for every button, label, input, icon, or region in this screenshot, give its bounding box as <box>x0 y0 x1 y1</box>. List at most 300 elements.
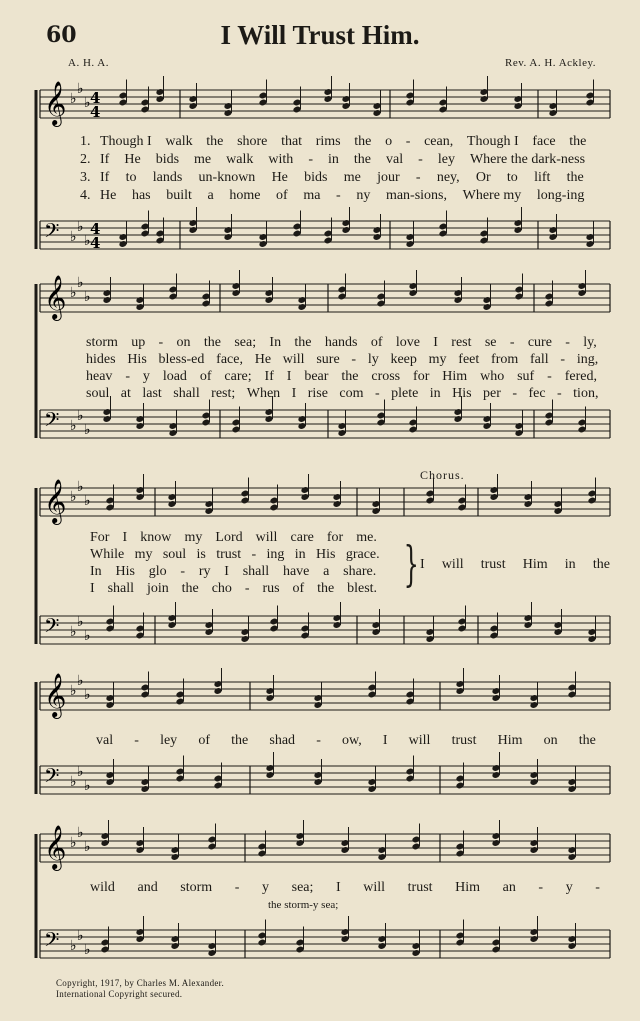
note <box>405 80 414 107</box>
lyric-syllable: cure <box>527 335 552 350</box>
lyric-syllable: rise <box>307 386 328 401</box>
lyric-syllable: face, <box>216 352 243 367</box>
treble-clef-icon: 𝄞 <box>44 479 67 523</box>
flat-icon: ♭ <box>77 479 84 495</box>
lyric-syllable: He <box>254 352 272 367</box>
note <box>102 277 111 304</box>
note <box>513 207 522 234</box>
note <box>438 211 447 238</box>
note <box>340 827 349 854</box>
lyric-line <box>90 547 390 563</box>
lyric-syllable: blest. <box>347 581 378 596</box>
lyric-syllable: suf <box>517 369 535 384</box>
lyric-syllable: His <box>127 352 147 367</box>
lyric-syllable: se <box>484 335 497 350</box>
lyric-syllable: - <box>547 369 552 384</box>
flat-icon: ♭ <box>70 229 77 245</box>
lyric-syllable: - <box>560 352 566 367</box>
lyric-syllable: ney, <box>436 170 460 185</box>
note <box>297 284 306 311</box>
note <box>514 274 523 301</box>
lyric-syllable: rus <box>262 581 280 596</box>
lyric-syllable: share. <box>343 564 377 579</box>
note <box>204 488 213 515</box>
note <box>323 218 332 245</box>
lyric-syllable: to <box>506 170 518 185</box>
lyric-syllable: in <box>564 557 576 572</box>
flat-icon: ♭ <box>70 489 77 505</box>
lyric-syllable: the <box>231 733 249 748</box>
lyric-syllable: His <box>115 564 135 579</box>
lyric-syllable: trust <box>480 557 506 572</box>
time-signature-top: 4 <box>90 220 101 238</box>
note <box>105 606 114 633</box>
note <box>223 214 232 241</box>
lyric-syllable: trust <box>407 880 433 895</box>
lyric-syllable: a <box>207 188 214 203</box>
note <box>548 214 557 241</box>
lyric-syllable: ry <box>198 564 211 579</box>
note <box>372 214 381 241</box>
note <box>371 488 380 515</box>
flat-icon: ♭ <box>77 928 84 944</box>
lyric-syllable: my <box>428 352 447 367</box>
lyric-line <box>86 335 610 351</box>
lyric-syllable: will <box>441 557 464 572</box>
flat-icon: ♭ <box>77 408 84 424</box>
hymn-number: 60 <box>46 22 77 48</box>
note <box>188 207 197 234</box>
lyric-syllable: keep <box>390 352 417 367</box>
note <box>587 478 596 505</box>
lyric-syllable: up <box>131 335 146 350</box>
chorus-line-3 <box>90 880 600 896</box>
lyric-syllable: - <box>557 386 562 401</box>
note <box>457 606 466 633</box>
note <box>529 682 538 709</box>
lyric-syllable: - <box>418 152 423 167</box>
lyric-syllable: care <box>290 530 314 545</box>
note <box>118 221 127 248</box>
note <box>337 410 346 437</box>
note <box>168 410 177 437</box>
note <box>523 481 532 508</box>
note <box>367 672 376 699</box>
note <box>337 274 346 301</box>
treble-clef-icon: 𝄞 <box>44 825 67 869</box>
treble-staff <box>40 275 610 321</box>
lyric-line <box>90 564 390 580</box>
note <box>135 827 144 854</box>
lyric-syllable: an <box>502 880 516 895</box>
note <box>135 474 144 501</box>
lyric-syllable: the <box>294 335 312 350</box>
note <box>258 221 267 248</box>
lyric-syllable: - <box>251 547 257 562</box>
lyric-syllable: While <box>90 547 125 562</box>
lyric-syllable: Him <box>497 733 523 748</box>
lyric-syllable: bless-ed <box>158 352 205 367</box>
note <box>168 274 177 301</box>
bass-staff <box>40 408 610 438</box>
note <box>300 613 309 640</box>
note <box>207 930 216 957</box>
note <box>567 923 576 950</box>
note <box>313 682 322 709</box>
lyric-syllable: - <box>134 733 139 748</box>
lyric-syllable: the <box>353 152 372 167</box>
note <box>100 927 109 954</box>
lyric-syllable: Though I <box>100 134 152 149</box>
note <box>135 403 144 430</box>
lyric-syllable: the <box>354 134 372 149</box>
lyric-syllable: y <box>565 880 573 895</box>
lyric-syllable: Him <box>522 557 548 572</box>
lyric-syllable: trust <box>216 547 242 562</box>
lyric-syllable: the <box>578 733 596 748</box>
note <box>544 281 553 308</box>
note <box>297 403 306 430</box>
note <box>491 820 500 847</box>
note <box>295 927 304 954</box>
lyric-syllable: the <box>566 170 584 185</box>
note <box>340 916 349 943</box>
lyric-syllable: at <box>120 386 131 401</box>
time-signature-bottom: 4 <box>90 234 101 252</box>
lyric-syllable: cean, <box>424 134 454 149</box>
note <box>548 90 557 117</box>
note <box>167 481 176 508</box>
lyric-syllable: in <box>328 152 339 167</box>
note <box>411 824 420 851</box>
lyric-syllable: plete <box>391 386 419 401</box>
lyric-syllable: - <box>595 880 600 895</box>
note <box>140 211 149 238</box>
lyric-syllable: grace. <box>345 547 380 562</box>
lyric-syllable: - <box>415 170 421 185</box>
lyric-syllable: the <box>317 581 335 596</box>
note <box>100 820 109 847</box>
lyric-syllable: on <box>176 335 191 350</box>
lyric-syllable: wild <box>90 880 115 895</box>
treble-staff <box>40 825 610 871</box>
lyric-syllable: - <box>351 352 357 367</box>
note <box>257 831 266 858</box>
lyric-syllable: the <box>181 581 199 596</box>
note <box>372 90 381 117</box>
chorus-label: Chorus. <box>420 468 465 482</box>
lyric-syllable: rims <box>315 134 341 149</box>
note <box>258 80 267 107</box>
lyric-syllable: I <box>90 581 95 596</box>
note <box>105 682 114 709</box>
note <box>170 923 179 950</box>
lyric-syllable: I <box>433 335 438 350</box>
lyric-syllable: last <box>142 386 162 401</box>
note <box>513 83 522 110</box>
lyric-syllable: with <box>268 152 294 167</box>
lyric-syllable: I <box>224 564 229 579</box>
lyric-syllable: sea; <box>234 335 257 350</box>
lyric-syllable: has <box>131 188 151 203</box>
lyric-syllable: o <box>385 134 393 149</box>
lyric-syllable: In <box>269 335 282 350</box>
note <box>167 602 176 629</box>
lyric-syllable: shad <box>269 733 296 748</box>
lyric-line <box>86 386 610 402</box>
note <box>175 679 184 706</box>
flat-icon: ♭ <box>70 418 77 434</box>
lyric-syllable: He <box>271 170 288 185</box>
lyric-syllable: bids <box>304 170 328 185</box>
note <box>213 668 222 695</box>
lyric-syllable: un-known <box>198 170 256 185</box>
note <box>377 834 386 861</box>
bass-clef-icon: 𝄢 <box>44 764 60 792</box>
lyric-syllable: man-sions, <box>385 188 447 203</box>
note <box>140 672 149 699</box>
lyric-syllable: heav <box>86 369 113 384</box>
flat-icon: ♭ <box>84 778 91 794</box>
note <box>411 930 420 957</box>
note <box>300 474 309 501</box>
music-credit: A. H. A. <box>68 57 109 69</box>
note <box>257 920 266 947</box>
note <box>295 820 304 847</box>
lyric-syllable: 3. <box>80 170 91 185</box>
lyric-syllable: ow, <box>342 733 362 748</box>
note <box>567 766 576 793</box>
lyric-syllable: of <box>292 581 305 596</box>
lyric-syllable: of <box>199 369 212 384</box>
treble-staff <box>40 673 610 719</box>
lyric-syllable: trust <box>451 733 477 748</box>
lyric-syllable: For <box>90 530 110 545</box>
lyric-syllable: in <box>294 547 306 562</box>
lyric-syllable: val <box>96 733 114 748</box>
lyric-syllable: to <box>125 170 137 185</box>
flat-icon: ♭ <box>70 835 77 851</box>
time-signature-top: 4 <box>90 89 101 107</box>
note <box>514 410 523 437</box>
lyric-syllable: - <box>565 335 570 350</box>
lyric-line <box>86 352 610 368</box>
flat-icon: ♭ <box>77 219 84 235</box>
note <box>118 80 127 107</box>
lyric-syllable: will <box>408 733 431 748</box>
lyric-syllable: His <box>316 547 336 562</box>
flat-icon: ♭ <box>70 774 77 790</box>
note <box>231 270 240 297</box>
note <box>201 281 210 308</box>
note <box>482 284 491 311</box>
lyric-syllable: hands <box>324 335 358 350</box>
bass-clef-icon: 𝄢 <box>44 219 60 247</box>
lyric-syllable: the <box>592 557 610 572</box>
note <box>529 916 538 943</box>
lyric-syllable: soul <box>86 386 110 401</box>
flat-icon: ♭ <box>70 91 77 107</box>
lyric-line <box>90 530 390 546</box>
lyric-syllable: - <box>509 335 515 350</box>
note <box>455 763 464 790</box>
note <box>408 270 417 297</box>
lyric-syllable: per <box>483 386 501 401</box>
lyric-syllable: shall <box>107 581 135 596</box>
chorus-line-2 <box>96 733 596 749</box>
note <box>292 211 301 238</box>
note <box>269 606 278 633</box>
note <box>213 763 222 790</box>
note <box>585 221 594 248</box>
note <box>405 756 414 783</box>
lyric-syllable: glo <box>148 564 167 579</box>
lyric-syllable: - <box>316 733 321 748</box>
note <box>240 616 249 643</box>
lyric-syllable: shore <box>237 134 268 149</box>
flat-icon: ♭ <box>84 289 91 305</box>
note <box>140 87 149 114</box>
note <box>377 923 386 950</box>
lyric-syllable: the <box>569 134 587 149</box>
lyric-syllable: His <box>452 386 472 401</box>
note <box>577 270 586 297</box>
bass-clef-icon: 𝄢 <box>44 408 60 436</box>
lyric-syllable: my <box>184 530 203 545</box>
note <box>491 752 500 779</box>
note <box>489 613 498 640</box>
note <box>453 277 462 304</box>
lyric-syllable: and <box>137 880 158 895</box>
note <box>577 407 586 434</box>
lyric-syllable: have <box>282 564 310 579</box>
lyric-syllable: hides <box>86 352 116 367</box>
note <box>175 756 184 783</box>
note <box>135 284 144 311</box>
lyric-line <box>80 188 600 204</box>
note <box>223 90 232 117</box>
note <box>341 83 350 110</box>
lyric-syllable: sure <box>316 352 340 367</box>
note <box>376 400 385 427</box>
flat-icon: ♭ <box>84 95 91 111</box>
treble-clef-icon: 𝄞 <box>44 81 67 125</box>
chorus-line-1 <box>420 557 610 573</box>
lyric-syllable: load <box>162 369 187 384</box>
lyric-syllable: com <box>339 386 364 401</box>
lyric-syllable: will <box>363 880 386 895</box>
note <box>455 668 464 695</box>
lyric-syllable: lands <box>152 170 183 185</box>
lyric-syllable: care; <box>224 369 252 384</box>
note <box>405 679 414 706</box>
lyric-syllable: 1. <box>80 134 91 149</box>
note <box>567 834 576 861</box>
note <box>457 485 466 512</box>
lyric-syllable: sea; <box>291 880 314 895</box>
lyric-syllable: He <box>100 188 117 203</box>
lyric-syllable: If <box>264 369 274 384</box>
lyric-syllable: of <box>276 188 288 203</box>
note <box>587 616 596 643</box>
note <box>140 766 149 793</box>
chorus-cue: the storm-y sea; <box>268 899 339 911</box>
flat-icon: ♭ <box>84 233 91 249</box>
note <box>105 759 114 786</box>
flat-icon: ♭ <box>70 938 77 954</box>
flat-icon: ♭ <box>84 422 91 438</box>
lyric-syllable: Where my <box>462 188 522 203</box>
lyric-syllable: the <box>203 335 221 350</box>
note <box>479 218 488 245</box>
lyric-syllable: the <box>341 369 359 384</box>
lyric-syllable: from <box>491 352 519 367</box>
note <box>231 407 240 434</box>
lyric-syllable: - <box>244 581 250 596</box>
note <box>332 481 341 508</box>
lyric-syllable: ly, <box>583 335 597 350</box>
lyric-syllable: soul <box>162 547 187 562</box>
flat-icon: ♭ <box>70 624 77 640</box>
flat-icon: ♭ <box>84 493 91 509</box>
note <box>155 218 164 245</box>
note <box>438 87 447 114</box>
flat-icon: ♭ <box>77 764 84 780</box>
bass-clef-icon: 𝄢 <box>44 928 60 956</box>
note <box>204 609 213 636</box>
lyric-syllable: I <box>286 369 292 384</box>
lyric-syllable: home <box>229 188 261 203</box>
lyric-syllable: join <box>146 581 169 596</box>
lyric-syllable: - <box>234 880 240 895</box>
copyright-line-2: International Copyright secured. <box>56 989 183 999</box>
note <box>269 485 278 512</box>
lyric-syllable: cross <box>371 369 401 384</box>
lyric-syllable: - <box>308 152 313 167</box>
lyric-syllable: jour <box>377 170 400 185</box>
note <box>553 609 562 636</box>
lyric-syllable: I <box>382 733 388 748</box>
lyric-syllable: - <box>125 369 131 384</box>
flat-icon: ♭ <box>77 614 84 630</box>
lyric-syllable: walk <box>226 152 254 167</box>
lyric-syllable: of <box>370 335 383 350</box>
note <box>292 87 301 114</box>
lyric-syllable: - <box>180 564 186 579</box>
note <box>265 675 274 702</box>
treble-clef-icon: 𝄞 <box>44 275 67 319</box>
flat-icon: ♭ <box>77 81 84 97</box>
note <box>105 485 114 512</box>
bass-clef-icon: 𝄢 <box>44 614 60 642</box>
note <box>135 916 144 943</box>
flat-icon: ♭ <box>84 839 91 855</box>
lyric-syllable: ly <box>367 352 379 367</box>
note <box>332 602 341 629</box>
note <box>479 76 488 103</box>
note <box>455 920 464 947</box>
lyric-syllable: bear <box>304 369 329 384</box>
lyric-syllable: Him <box>442 369 468 384</box>
lyric-syllable: ley <box>437 152 455 167</box>
lyric-syllable: that <box>281 134 303 149</box>
words-credit: Rev. A. H. Ackley. <box>505 57 596 69</box>
lyric-syllable: Though I <box>466 134 519 149</box>
lyric-syllable: - <box>538 880 544 895</box>
lyric-line <box>80 152 600 168</box>
flat-icon: ♭ <box>77 275 84 291</box>
lyric-syllable: I <box>122 530 128 545</box>
